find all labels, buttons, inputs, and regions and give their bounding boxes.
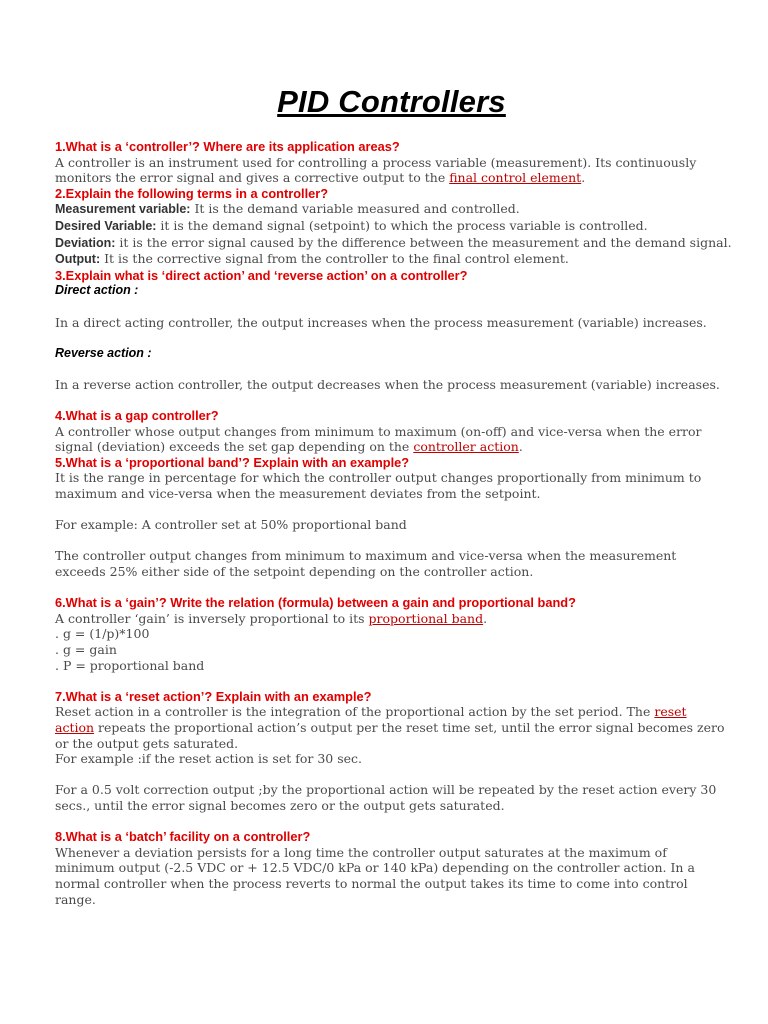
reverse-action-text: In a reverse action controller, the output decreases when the process measurement (variable) increases.: [55, 376, 720, 392]
formula-line: . g = (1/p)*100: [55, 626, 150, 642]
term-text: It is the corrective signal from the controller to the final control element.: [100, 251, 569, 267]
q1-answer-end: .: [581, 170, 586, 186]
q4-answer-end: .: [518, 439, 523, 455]
question-8-heading: 8.What is a ‘batch’ facility on a controller?: [55, 829, 311, 845]
question-7-heading: 7.What is a ‘reset action’? Explain with an example?: [55, 688, 372, 704]
spacer: [55, 580, 728, 596]
term-measurement-variable: [55, 201, 728, 218]
question-8-answer: Whenever a deviation persists for a long time the controller output saturates at the maximum of minimum output (-2.5 VDC or + 12.5 VDC/0 kPa or 140 kPa) depending on the controller action. In a normal controller when the process reverts to normal the output takes its time to come into control range.: [55, 844, 695, 907]
final-control-element-link[interactable]: final control element: [449, 170, 582, 186]
q6-answer-end: .: [483, 610, 488, 626]
spacer: [55, 673, 728, 689]
term-label: Output:: [55, 252, 101, 267]
question-5-example: For example: A controller set at 50% proportional band: [55, 517, 407, 533]
q7-answer-rest: repeats the proportional action’s output per the reset time set, until the error signal becomes zero or the output gets saturated.: [55, 719, 725, 751]
term-label: Measurement variable:: [55, 202, 191, 217]
page-title: PID Controllers: [277, 84, 506, 119]
term-label: Deviation:: [55, 235, 116, 250]
question-1-answer: [55, 155, 728, 186]
formula-line: . g = gain: [55, 642, 117, 657]
question-4-heading: 4.What is a gap controller?: [55, 408, 219, 424]
spacer: [55, 330, 728, 346]
spacer: [55, 502, 728, 518]
question-3-heading: 3.Explain what is ‘direct action’ and ‘reverse action’ on a controller?: [55, 267, 468, 283]
reset-action-link[interactable]: reset action: [55, 704, 687, 735]
document-body: [55, 139, 732, 907]
term-desired-variable: [55, 218, 728, 235]
spacer: [55, 814, 728, 830]
term-text: It is the demand variable measured and controlled.: [190, 201, 520, 217]
reverse-action-label: Reverse action :: [55, 345, 152, 360]
spacer: [55, 299, 728, 315]
q7-answer-text: Reset action in a controller is the integration of the proportional action by the set period. The: [55, 704, 655, 720]
question-7-example: For example :if the reset action is set for 30 sec.: [55, 751, 363, 767]
spacer: [55, 361, 728, 377]
direct-action-text: In a direct acting controller, the output increases when the process measurement (variable) increases.: [55, 314, 707, 330]
spacer: [55, 767, 728, 783]
term-deviation: [55, 234, 732, 252]
q1-answer-text: A controller is an instrument used for controlling a process variable (measurement). Its continuously monitors the error signal and gives a corrective output to the: [55, 154, 697, 186]
question-2-heading: 2.Explain the following terms in a controller?: [55, 185, 329, 201]
question-4-answer: [55, 424, 728, 455]
spacer: [55, 393, 728, 409]
term-text: it is the demand signal (setpoint) to which the process variable is controlled.: [156, 217, 648, 233]
question-5-answer: It is the range in percentage for which the controller output changes proportionally from minimum to maximum and vice-versa when the measurement deviates from the setpoint.: [55, 470, 702, 502]
controller-action-link[interactable]: controller action: [413, 439, 519, 455]
question-5-example-detail: The controller output changes from minimum to maximum and vice-versa when the measurement exceeds 25% either side of the setpoint depending on the controller action.: [55, 548, 677, 580]
direct-action-label: Direct action :: [55, 283, 139, 298]
q6-answer-text: A controller ‘gain’ is inversely proportional to its: [55, 610, 369, 626]
question-7-answer: [55, 704, 728, 751]
question-6-answer: [55, 611, 728, 627]
question-5-heading: 5.What is a ‘proportional band’? Explain with an example?: [55, 454, 410, 470]
question-6-heading: 6.What is a ‘gain’? Write the relation (formula) between a gain and proportional band?: [55, 595, 576, 611]
term-label: Desired Variable:: [55, 218, 157, 233]
spacer: [55, 533, 728, 549]
question-1-heading: 1.What is a ‘controller’? Where are its application areas?: [55, 139, 400, 154]
term-output: [55, 251, 728, 268]
term-text: it is the error signal caused by the difference between the measurement and the demand signal.: [115, 234, 732, 250]
proportional-band-link[interactable]: proportional band: [368, 610, 484, 626]
question-7-example-detail: For a 0.5 volt correction output ;by the proportional action will be repeated by the reset action every 30 secs., until the error signal becomes zero or the output gets saturated.: [55, 782, 717, 813]
formula-line: . P = proportional band: [55, 657, 205, 673]
q4-answer-text: A controller whose output changes from minimum to maximum (on-off) and vice-versa when the error signal (deviation) exceeds the set gap depending on the: [55, 423, 702, 455]
